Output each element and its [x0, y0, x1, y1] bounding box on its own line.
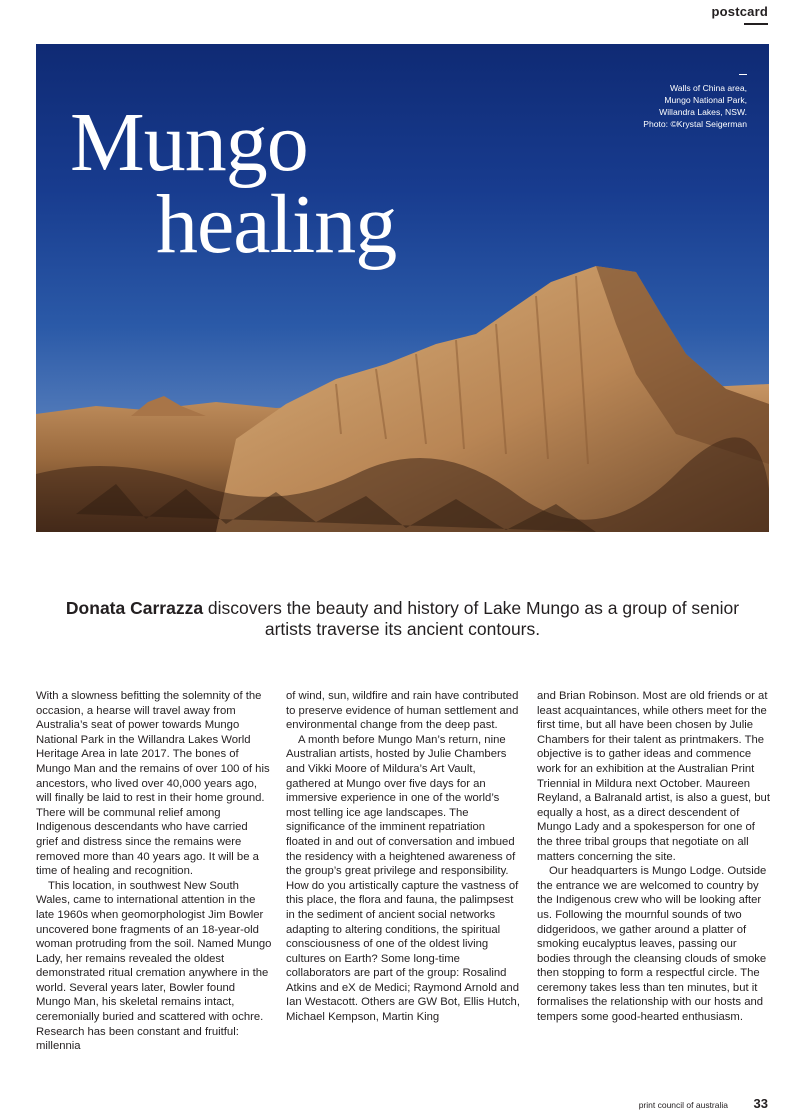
- hero-photo: [36, 44, 769, 532]
- title-line-2: healing: [156, 178, 397, 272]
- footer-source: print council of australia: [638, 1100, 728, 1110]
- caption-line-3: Willandra Lakes, NSW.: [659, 107, 747, 117]
- author-name: Donata Carrazza: [65, 598, 204, 618]
- paragraph: and Brian Robinson. Most are old friends or at least acquaintances, while others meet for the first time, but all have been chosen by Julie Chambers for their talent as printmakers. The objective is to gather ideas and commence work for an exhibition at the Australian Print Triennial in Mildura next October. Maureen Reyland, a Balranald artist, is also a guest, but equally a host, as a direct descendent of Mungo Lady and a spokesperson for one of the three tribal groups that negotiate on all matters concerning the site.: [537, 690, 770, 863]
- caption-line-2: Mungo National Park,: [664, 95, 747, 105]
- caption-dash: [739, 74, 747, 75]
- body-column-2: [286, 689, 522, 1025]
- caption-line-1: Walls of China area,: [669, 83, 747, 93]
- paragraph: Our headquarters is Mungo Lodge. Outside the entrance we are welcomed to country by the Indigenous crew who will be looking after us. Following the mournful sounds of two didgeridoos, we gather around a platter of smoking eucalyptus leaves, passing our bodies through the cleansing clouds of smoke then stopping to form a respectful circle. The ceremony takes less than ten minutes, but it formalises the relationship with our hosts and tempers some good-hearted enthusiasm.: [537, 865, 767, 1024]
- standfirst-text: discovers the beauty and history of Lake Mungo as a group of senior artists traverse its ancient contours.: [203, 598, 740, 639]
- paragraph: With a slowness befitting the solemnity of the occasion, a hearse will travel away from Australia’s seat of power towards Mungo National Park in the Willandra Lakes World Heritage Area in late 2017. The bones of Mungo Man and the remains of over 100 of his ancestors, who lived over 40,000 years ago, will finally be laid to rest in their home ground. There will be communal relief among Indigenous descendants who have carried grief and distress since the remains were removed more than 40 years ago. It will be a time of healing and recognition.: [36, 690, 270, 878]
- paragraph: This location, in southwest New South Wales, came to international attention in the late 1960s when geomorphologist Jim Bowler uncovered bone fragments of an 18-year-old woman protruding from the soil. Named Mungo Lady, her remains revealed the oldest demonstrated ritual cremation anywhere in the world. Several years later, Bowler found Mungo Man, his skeletal remains intact, ceremonially buried and scattered with ochre. Research has been constant and fruitful: millennia: [36, 879, 272, 1053]
- caption-line-4: Photo: ©Krystal Seigerman: [643, 119, 747, 129]
- paragraph: A month before Mungo Man’s return, nine Australian artists, hosted by Julie Chambers and Vikki Moore of Mildura’s Art Vault, gathered at Mungo over five days for an immersive experience in one of the world’s most telling ice age landscapes. The significance of the imminent repatriation floated in and out of conversation and imbued the residency with a heightened awareness of the group’s great privilege and responsibility. How do you artistically capture the vastness of this place, the flora and fauna, the palimpsest in the sediment of ancient social networks adapting to altering conditions, the spiritual consciousness of one of the oldest living cultures on Earth? Some long-time collaborators are part of the group: Rosalind Atkins and eX de Medici; Raymond Arnold and Ian Westacott. Others are GW Bot, Ellis Hutch, Michael Kempson, Martin King: [286, 733, 520, 1024]
- section-rule: [744, 23, 768, 25]
- standfirst: [60, 598, 745, 640]
- paragraph: of wind, sun, wildfire and rain have contributed to preserve evidence of human settlement and environmental change from the deep past.: [286, 690, 519, 732]
- body-column-3: [537, 689, 773, 1025]
- body-column-1: [36, 689, 272, 1054]
- article-title: [70, 96, 397, 272]
- title-line-1: Mungo: [70, 96, 308, 189]
- photo-caption: [547, 70, 747, 130]
- page-number: 33: [753, 1096, 768, 1111]
- section-label: postcard: [711, 4, 768, 19]
